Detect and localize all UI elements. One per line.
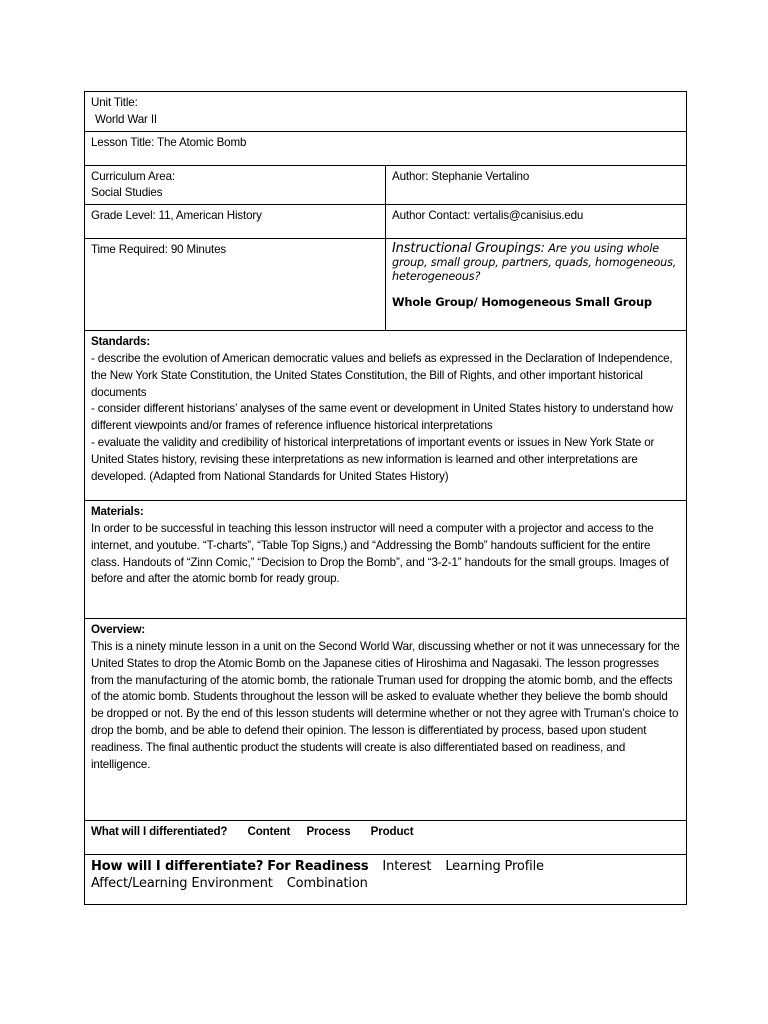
option-learning-profile: Learning Profile	[445, 859, 544, 875]
lesson-plan-table	[84, 91, 687, 905]
option-readiness-selected: For Readiness	[267, 859, 369, 875]
standards-row	[85, 331, 687, 501]
time-groupings-row	[85, 239, 687, 331]
materials-cell	[85, 501, 687, 619]
standards-item: - evaluate the validity and credibility of historical interpretations of important events or issues in New York State or United States history, revising these interpretations as new information is learned and other interpretations are developed. (Adapted from National Standards for United States History)	[91, 435, 655, 483]
how-differentiate-label: How will I differentiate?	[91, 859, 264, 875]
unit-title-label: Unit Title:	[91, 96, 138, 109]
time-label: Time Required:	[91, 243, 168, 257]
option-affect-environment: Affect/Learning Environment	[91, 876, 273, 892]
unit-title-value: World War II	[95, 112, 157, 126]
overview-cell	[85, 619, 687, 821]
time-cell	[85, 239, 386, 331]
lesson-title-value: The Atomic Bomb	[157, 135, 247, 149]
author-value: Stephanie Vertalino	[431, 169, 530, 183]
overview-label: Overview:	[91, 623, 146, 637]
lesson-title-cell	[85, 131, 687, 165]
option-product: Product	[370, 825, 414, 839]
groupings-cell	[386, 239, 687, 331]
overview-row	[85, 619, 687, 821]
grade-label: Grade Level:	[91, 209, 156, 223]
curriculum-value: Social Studies	[91, 186, 163, 200]
grade-cell	[85, 205, 386, 239]
what-differentiate-row	[85, 821, 687, 855]
groupings-label: Instructional Groupings:	[392, 241, 545, 257]
option-interest: Interest	[382, 859, 432, 875]
materials-label: Materials:	[91, 505, 144, 519]
what-differentiate-label: What will I differentiated?	[91, 825, 228, 839]
materials-text: In order to be successful in teaching this lesson instructor will need a computer with a projector and access to the internet, and youtube. “T-charts”, “Table Top Signs,) and “Addressing the Bomb” handouts sufficient for the entire class. Handouts of “Zinn Comic,” “Decision to Drop the Bomb”, and “3-2-1” handouts for the small groups. Images of before and after the atomic bomb for ready group.	[91, 521, 669, 586]
option-combination: Combination	[286, 876, 368, 892]
standards-item: - consider different historians’ analyses of the same event or development in United States history to understand how different viewpoints and/or frames of reference influence historical interpretations	[91, 402, 673, 433]
how-differentiate-row	[85, 855, 687, 905]
standards-label: Standards:	[91, 335, 151, 349]
option-process: Process	[306, 825, 351, 839]
contact-label: Author Contact:	[392, 209, 471, 223]
unit-title-cell	[85, 92, 687, 132]
contact-cell	[386, 205, 687, 239]
standards-item: - describe the evolution of American democratic values and beliefs as expressed in the Declaration of Independence, the New York State Constitution, the United States Constitution, the Bill of Rights, and other important historical documents	[91, 351, 673, 399]
overview-text: This is a ninety minute lesson in a unit on the Second World War, discussing whether or not it was unnecessary for the United States to drop the Atomic Bomb on the Japanese cities of Hiroshima and Nagasaki. The lesson progresses from the manufacturing of the atomic bomb, the rationale Truman used for dropping the atomic bomb, and the effects of the atomic bomb. Students throughout the lesson will be asked to evaluate whether they believe the bomb should be dropped or not. By the end of this lesson students will determine whether or not they agree with Truman’s choice to drop the bomb, and be able to defend their opinion. The lesson is differentiated by process, based upon student readiness. The final authentic product the students will create is also differentiated based on readiness, and intelligence.	[91, 639, 680, 771]
author-label: Author:	[392, 169, 429, 183]
curriculum-label: Curriculum Area:	[91, 169, 175, 183]
author-cell	[386, 165, 687, 205]
time-value: 90 Minutes	[170, 243, 227, 257]
unit-title-row	[85, 92, 687, 132]
standards-cell	[85, 331, 687, 501]
groupings-question: Are you using whole group, small group, partners, quads, homogeneous, heterogeneous?	[392, 242, 677, 284]
grade-value: 11, American History	[158, 209, 262, 223]
what-differentiate-cell	[85, 821, 687, 855]
how-differentiate-cell	[85, 855, 687, 905]
groupings-answer: Whole Group/ Homogeneous Small Group	[392, 295, 652, 310]
curriculum-author-row	[85, 165, 687, 205]
lesson-title-label: Lesson Title:	[91, 135, 155, 149]
lesson-title-row	[85, 131, 687, 165]
curriculum-cell	[85, 165, 386, 205]
contact-value: vertalis@canisius.edu	[473, 209, 584, 223]
materials-row	[85, 501, 687, 619]
option-content: Content	[247, 825, 291, 839]
grade-contact-row	[85, 205, 687, 239]
